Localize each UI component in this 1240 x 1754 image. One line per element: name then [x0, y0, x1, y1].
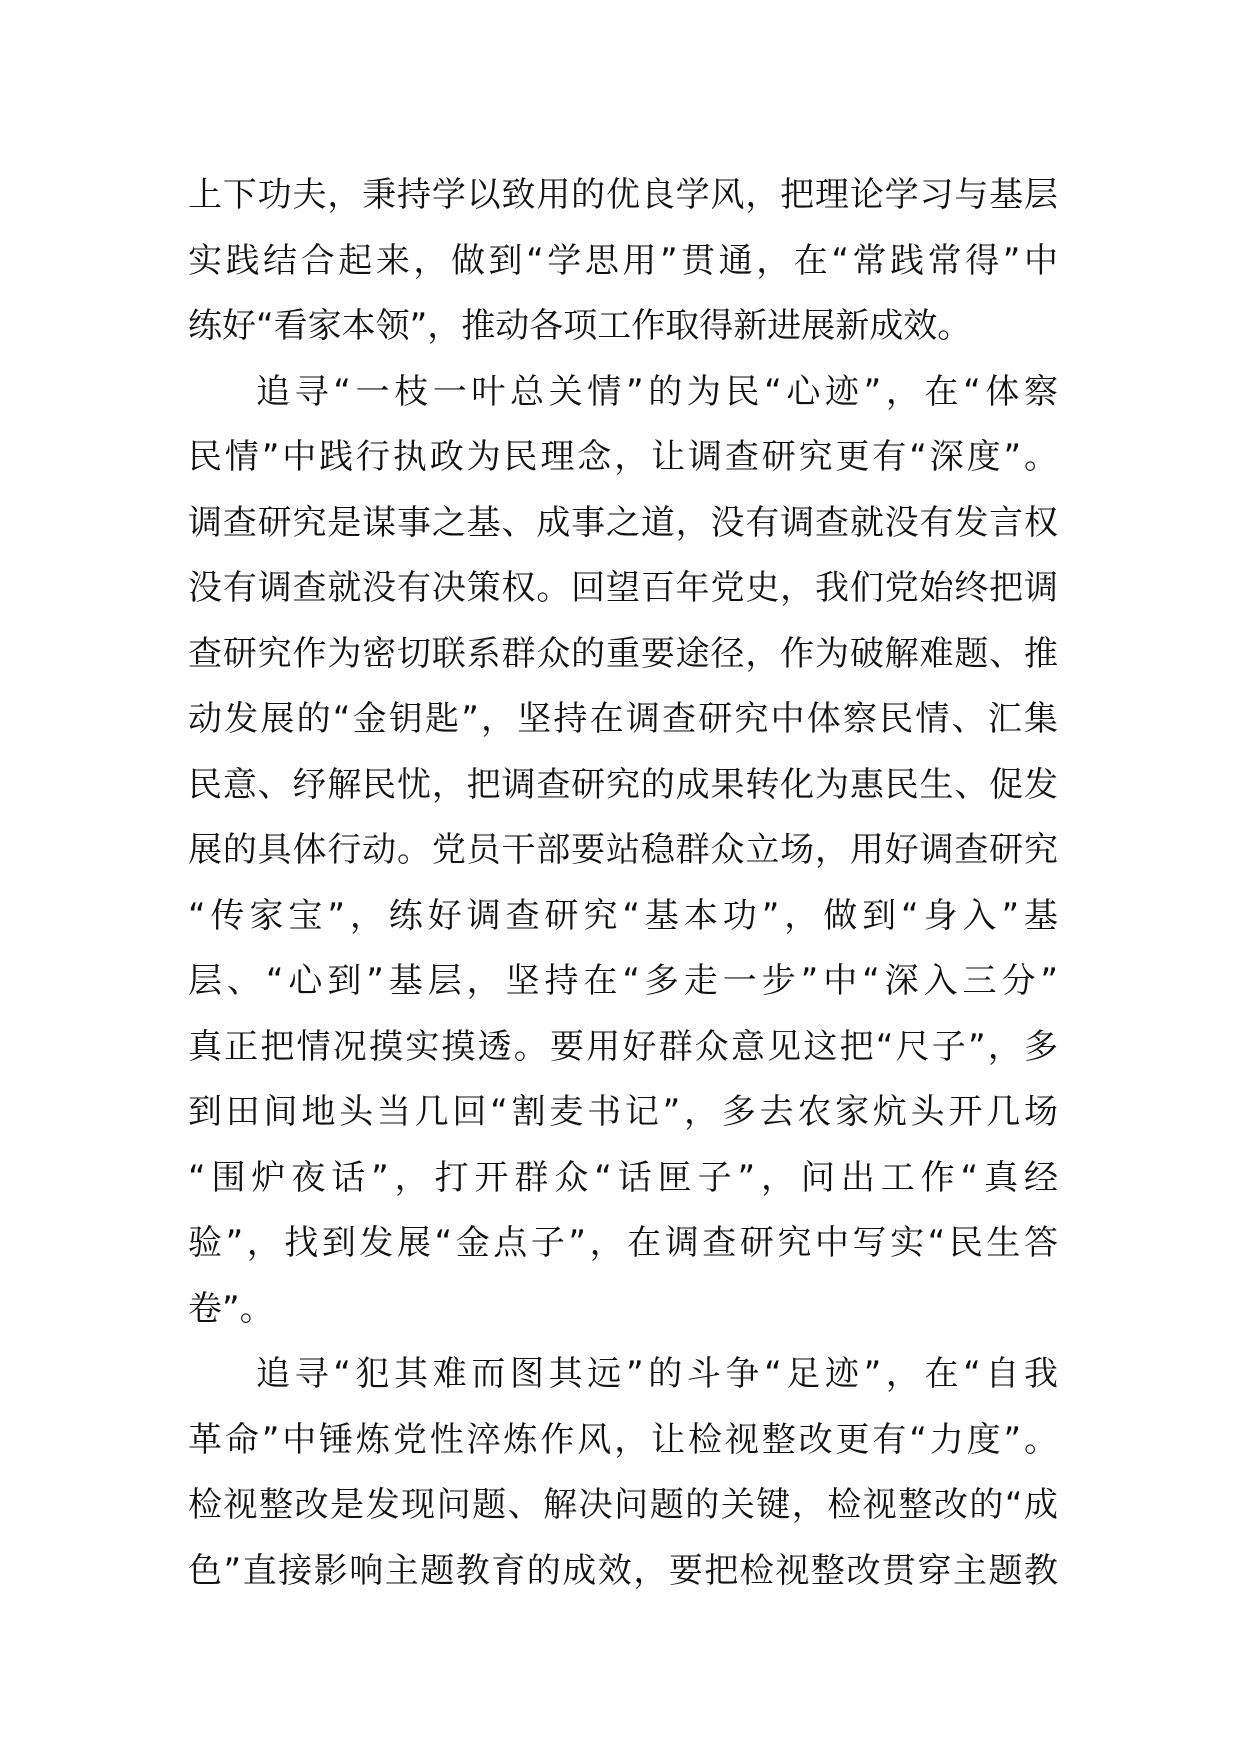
- text-line: 到田间地头当几回“割麦书记”，多去农家炕头开几场: [188, 1092, 1058, 1132]
- paragraph-start-line: 追寻“一枝一叶总关情”的为民“心迹”，在“体察: [256, 371, 1058, 412]
- text-line: 实践结合起来，做到“学思用”贯通，在“常践常得”中: [188, 240, 1058, 281]
- text-line: “传家宝”，练好调查研究“基本功”，做到“身入”基: [188, 895, 1058, 936]
- text-line: 色”直接影响主题教育的成效，要把检视整改贯穿主题教: [188, 1550, 1058, 1591]
- text-line: 没有调查就没有决策权。回望百年党史，我们党始终把调: [188, 568, 1058, 608]
- text-line: 展的具体行动。党员干部要站稳群众立场，用好调查研究: [188, 830, 1058, 870]
- text-line: “围炉夜话”，打开群众“话匣子”，问出工作“真经: [188, 1157, 1058, 1198]
- text-line: 动发展的“金钥匙”，坚持在调查研究中体察民情、汇集: [188, 699, 1058, 739]
- text-line: 调查研究是谋事之基、成事之道，没有调查就没有发言权: [188, 502, 1058, 543]
- text-line: 查研究作为密切联系群众的重要途径，作为破解难题、推: [188, 633, 1058, 674]
- text-line: 卷”。: [188, 1288, 274, 1329]
- text-line: 真正把情况摸实摸透。要用好群众意见这把“尺子”，多: [188, 1026, 1058, 1067]
- text-line: 上下功夫，秉持学以致用的优良学风，把理论学习与基层: [188, 175, 1058, 215]
- text-line: 检视整改是发现问题、解决问题的关键，检视整改的“成: [188, 1485, 1058, 1525]
- body-text: [188, 163, 1058, 1604]
- paragraph-start-line: 追寻“犯其难而图其远”的斗争“足迹”，在“自我: [256, 1354, 1058, 1394]
- text-line: 民意、纾解民忧，把调查研究的成果转化为惠民生、促发: [188, 764, 1058, 805]
- text-line: 验”，找到发展“金点子”，在调查研究中写实“民生答: [188, 1223, 1058, 1263]
- text-line: 革命”中锤炼党性淬炼作风，让检视整改更有“力度”。: [188, 1419, 1058, 1460]
- text-line: 层、“心到”基层，坚持在“多走一步”中“深入三分”: [188, 961, 1058, 1001]
- text-line: 民情”中践行执政为民理念，让调查研究更有“深度”。: [188, 437, 1058, 477]
- text-line: 练好“看家本领”，推动各项工作取得新进展新成效。: [188, 306, 972, 346]
